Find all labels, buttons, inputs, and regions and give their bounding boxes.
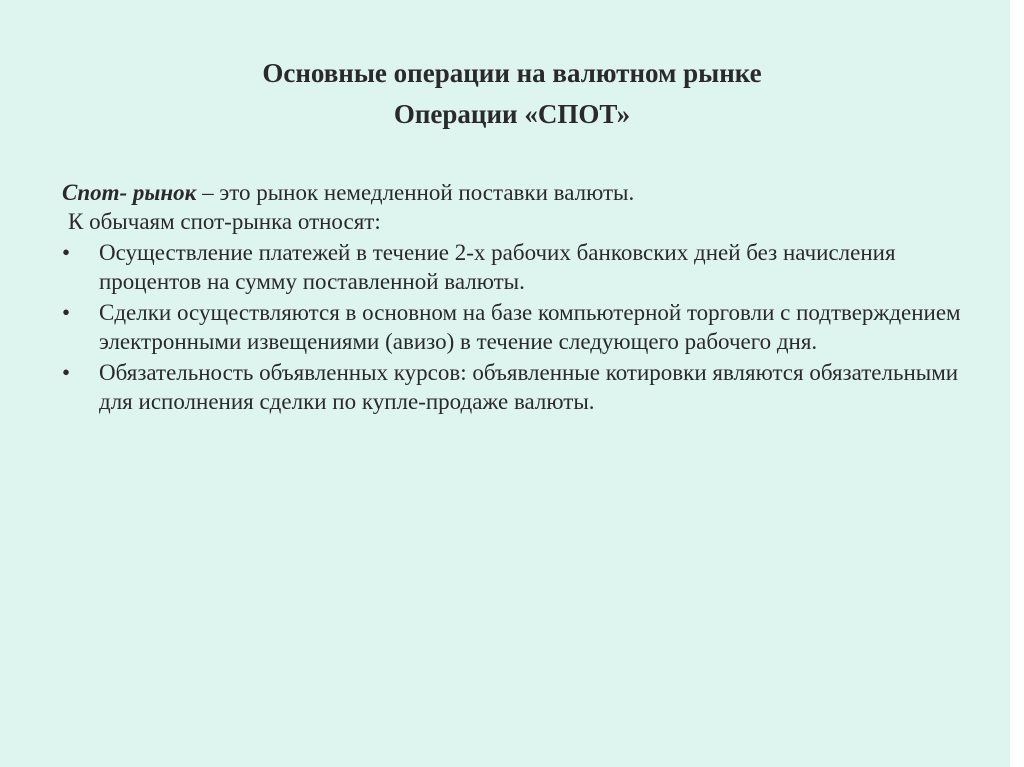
bullet-icon: • bbox=[62, 240, 71, 265]
slide-title: Основные операции на валютном рынке bbox=[262, 58, 762, 88]
slide-subtitle: Операции «СПОТ» bbox=[393, 99, 631, 129]
list-item bbox=[62, 238, 992, 296]
bullet-icon: • bbox=[62, 360, 71, 385]
slide-body bbox=[62, 178, 992, 416]
list-item bbox=[62, 358, 992, 416]
list-item-text: Осуществление платежей в течение 2-х рабочих банковских дней без начисления процентов на сумму поставленной валюты. bbox=[99, 240, 896, 294]
list-item-text: Обязательность объявленных курсов: объявленные котировки являются обязательными для исполнения сделки по купле-продаже валюты. bbox=[99, 360, 959, 414]
definition-paragraph bbox=[62, 178, 992, 207]
definition-term: Спот- рынок bbox=[62, 180, 197, 205]
list-item-text: Сделки осуществляются в основном на базе компьютерной торговли с подтверждением электронными извещениями (авизо) в течение следующего рабочего дня. bbox=[99, 300, 961, 354]
list-item bbox=[62, 298, 992, 356]
definition-text: – это рынок немедленной поставки валюты. bbox=[196, 180, 635, 205]
bullet-icon: • bbox=[62, 300, 71, 325]
intro-text: К обычаям спот-рынка относят: bbox=[68, 209, 381, 234]
bullet-list bbox=[62, 238, 992, 416]
